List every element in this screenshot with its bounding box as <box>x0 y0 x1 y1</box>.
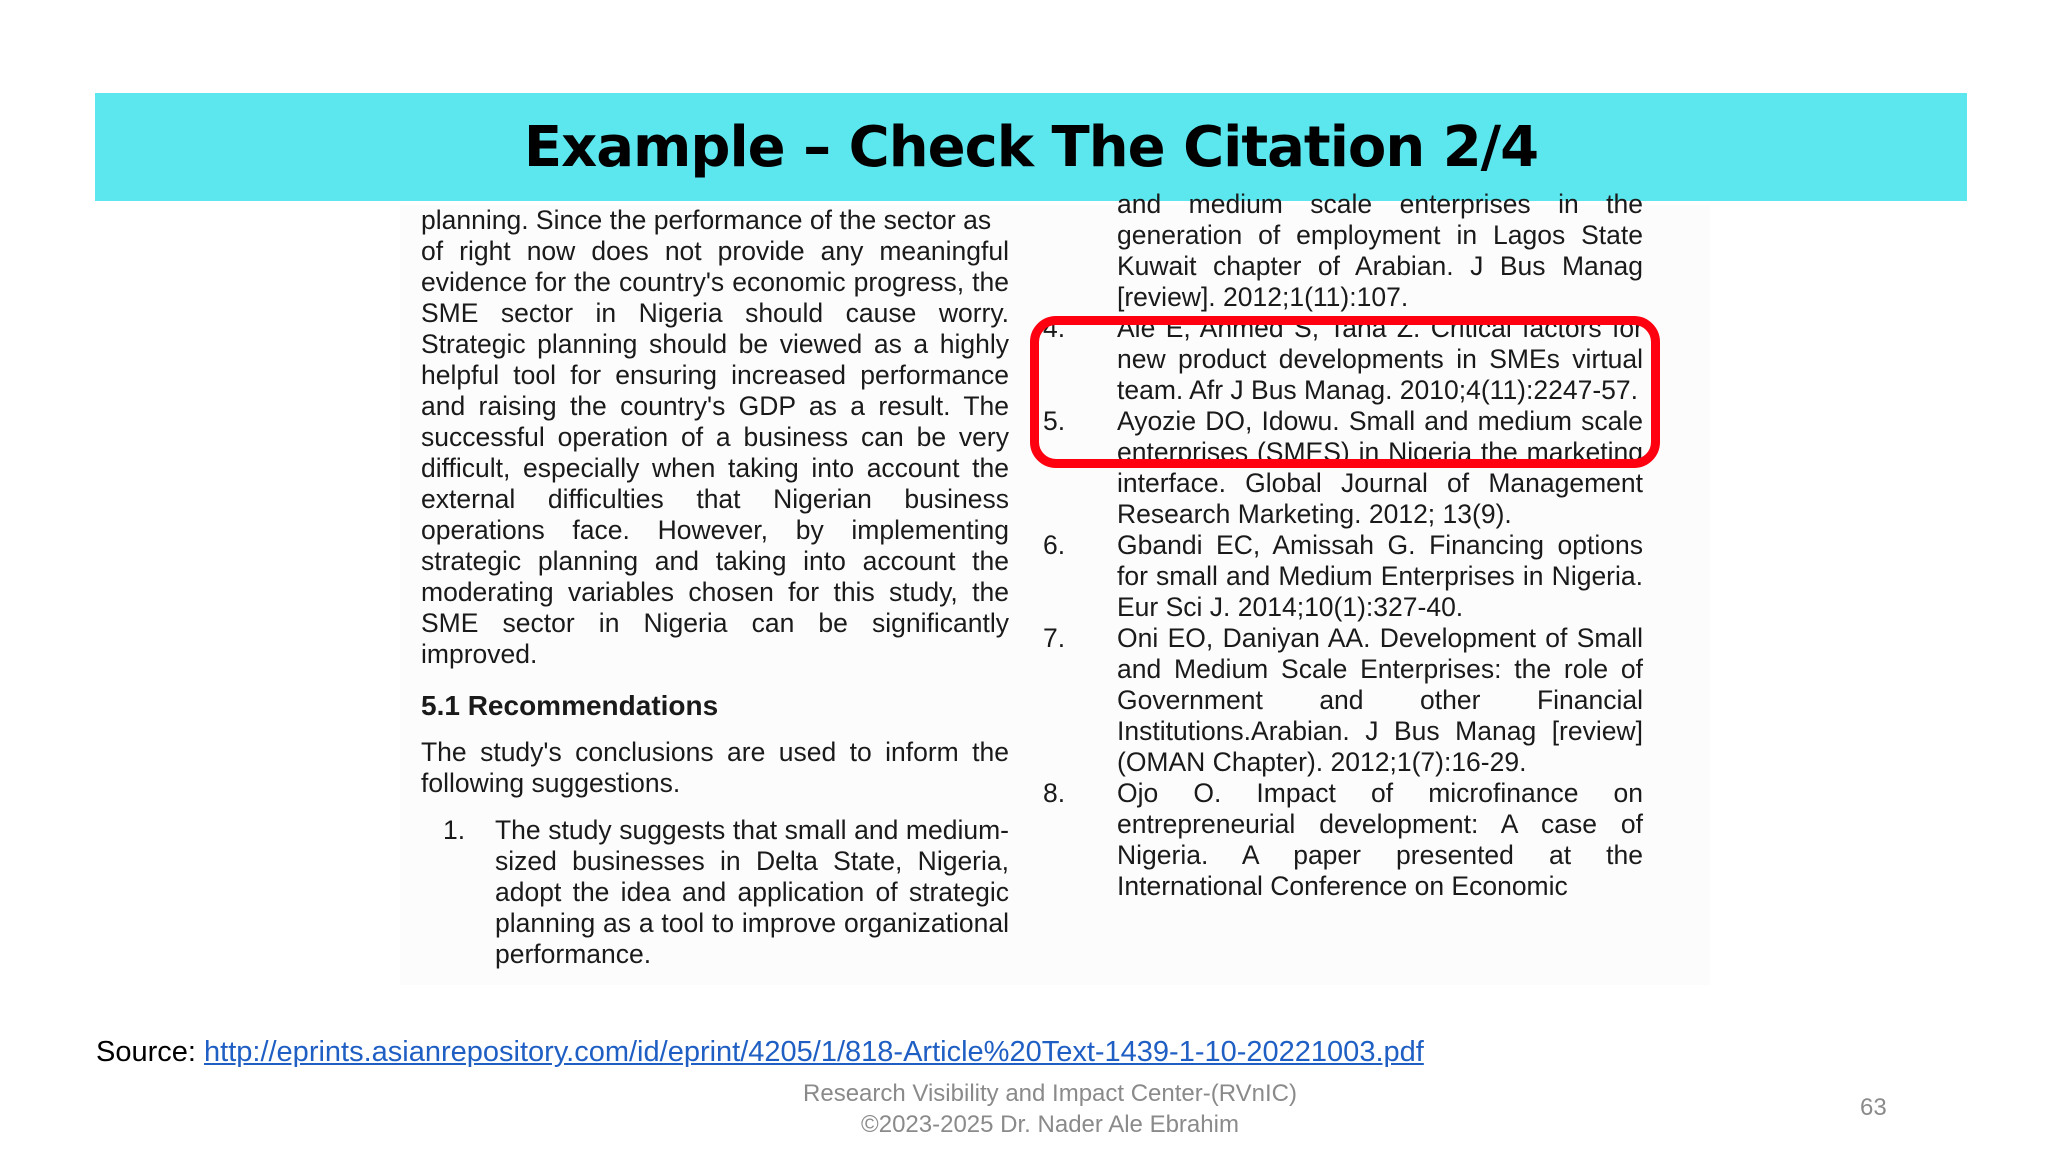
reference-item <box>1043 530 1643 623</box>
slide-title: Example – Check The Citation 2/4 <box>523 114 1539 180</box>
left-column <box>421 205 1009 970</box>
cut-off-line: planning. Since the performance of the sector as <box>421 205 992 235</box>
recommendation-text: The study suggests that small and medium-sized businesses in Delta State, Nigeria, adopt the idea and application of strategic planning as a tool to improve organizational performance. <box>495 815 1009 969</box>
reference-text: Ale E, Ahmed S, Taha Z. Critical factors for new product developments in SMEs virtual team. Afr J Bus Manag. 2010;4(11):2247-57. <box>1117 313 1643 405</box>
reference-number: 6. <box>1043 530 1066 560</box>
title-banner <box>95 93 1967 201</box>
section-heading: 5.1 Recommendations <box>421 690 719 721</box>
reference-item <box>1043 778 1643 902</box>
reference-text: Ojo O. Impact of microfinance on entrepreneurial development: A case of Nigeria. A paper presented at the International Conference on Economic <box>1117 778 1643 901</box>
footer-center-name: Research Visibility and Impact Center-(RVnIC) <box>803 1080 1297 1107</box>
source-link[interactable]: http://eprints.asianrepository.com/id/eprint/4205/1/818-Article%20Text-1439-1-10-20221003.pdf <box>204 1036 1424 1068</box>
reference-item <box>1043 623 1643 778</box>
reference-number: 7. <box>1043 623 1066 653</box>
reference-text: Oni EO, Daniyan AA. Development of Small and Medium Scale Enterprises: the role of Government and other Financial Institutions.Arabian. J Bus Manag [review] (OMAN Chapter). 2012;1(7):16-29. <box>1117 623 1643 777</box>
recommendations-intro: The study's conclusions are used to inform the following suggestions. <box>421 737 1009 798</box>
reference-text: Gbandi EC, Amissah G. Financing options for small and Medium Enterprises in Nigeria. Eur Sci J. 2014;10(1):327-40. <box>1117 530 1643 622</box>
footer-copyright: ©2023-2025 Dr. Nader Ale Ebrahim <box>861 1111 1239 1138</box>
citation-highlight-box <box>1030 316 1660 468</box>
reference-item-partial <box>1043 189 1643 313</box>
source-label: Source: <box>96 1036 196 1068</box>
recommendation-number: 1. <box>443 815 466 845</box>
reference-text: and medium scale enterprises in the generation of employment in Lagos State Kuwait chapter of Arabian. J Bus Manag [review]. 2012;1(11):107. <box>1117 189 1643 312</box>
reference-number: 4. <box>1043 313 1066 343</box>
reference-number <box>1043 189 1117 313</box>
page-number: 63 <box>1860 1094 1887 1121</box>
source-line <box>96 1036 1424 1069</box>
footer <box>700 1078 1400 1140</box>
reference-number: 8. <box>1043 778 1066 808</box>
reference-text: Ayozie DO, Idowu. Small and medium scale enterprises (SMES) in Nigeria the marketing interface. Global Journal of Management Research Marketing. 2012; 13(9). <box>1117 406 1643 529</box>
recommendation-item <box>421 815 1009 970</box>
conclusion-paragraph: of right now does not provide any meaningful evidence for the country's economic progress, the SME sector in Nigeria should cause worry. Strategic planning should be viewed as a highly helpful tool for ensuring increased performance and raising the country's GDP as a result. The successful operation of a business can be very difficult, especially when taking into account the external difficulties that Nigerian business operations face. However, by implementing strategic planning and taking into account the moderating variables chosen for this study, the SME sector in Nigeria can be significantly improved. <box>421 236 1009 669</box>
reference-number: 5. <box>1043 406 1066 436</box>
right-column <box>1043 189 1643 902</box>
